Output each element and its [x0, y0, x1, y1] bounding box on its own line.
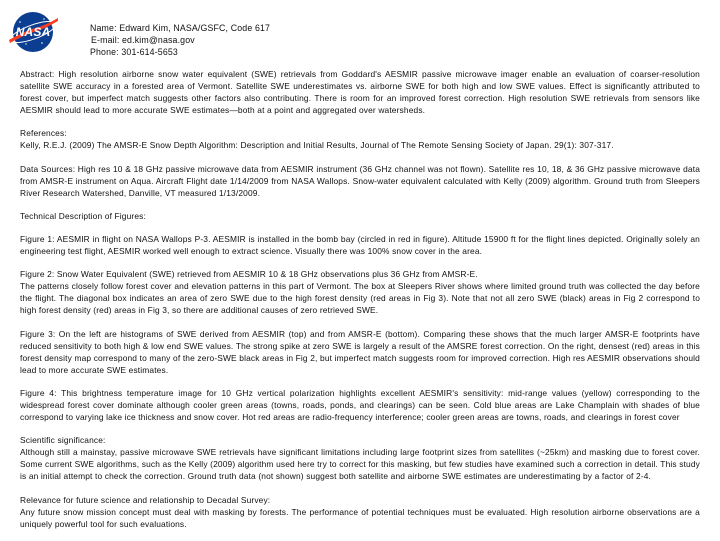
technical-description-heading: Technical Description of Figures:	[20, 210, 146, 221]
nasa-logo	[6, 10, 60, 54]
abstract-paragraph: Abstract: High resolution airborne snow water equivalent (SWE) retrievals from Goddard's AESMIR passive microwave imager enable an evaluation of coarser-resolution satellite SWE accuracy in a forested area of Vermont. Satellite SWE underestimates vs. airborne SWE for both high and low SWE values. Effect is significantly attributed to forest cover, but imperfect match suggests other factors also contributing. There is room for an improved forest correction. High resolution SWE retrievals from sensors like AESMIR should lead to more accurate SWE estimates—both at a point and aggregated over watersheds.	[20, 69, 700, 116]
document-body	[20, 68, 700, 541]
figure-2-caption: Figure 2: Snow Water Equivalent (SWE) retrieved from AESMIR 10 & 18 GHz observations plus 36 GHz from AMSR-E.	[20, 269, 478, 280]
figure-1-paragraph: Figure 1: AESMIR in flight on NASA Wallops P-3. AESMIR is installed in the bomb bay (circled in red in figure). Altitude 15900 ft for the flight lines depicted. Originally solely an engineering test flight, AESMIR worked well enough to extract science. Visually there was 100% snow cover in the area.	[20, 233, 700, 257]
figure-4-paragraph: Figure 4: This brightness temperature image for 10 GHz vertical polarization highlights excellent AESMIR's sensitivity: mid-range values (yellow) corresponding to the widespread forest cover dominate although cooler green areas (towns, roads, ponds, and clearings) can be seen. Cold blue areas are Lake Champlain with shades of blue correspond to varying lake ice thickness and snow cover. Hot red areas are radio-frequency interference; cooler green areas are towns, roads, and clearings in forest cover	[20, 387, 700, 423]
contact-phone: Phone: 301-614-5653	[90, 47, 178, 57]
references-paragraph: Kelly, R.E.J. (2009) The AMSR-E Snow Depth Algorithm: Description and Initial Results, Journal of The Remote Sensing Society of Japan. 29(1): 307-317.	[20, 140, 614, 151]
references-heading: References:	[20, 128, 67, 139]
relevance-heading: Relevance for future science and relationship to Decadal Survey:	[20, 494, 271, 505]
contact-name: Name: Edward Kim, NASA/GSFC, Code 617	[90, 23, 271, 33]
figure-2-paragraph: The patterns closely follow forest cover and elevation patterns in this part of Vermont. The box at Sleepers River shows where limited ground truth was collected the day before the flight. The diagonal box indicates an area of zero SWE due to the high forest density (red areas in Fig 3). Note that not all zero SWE (black) areas in Fig 2 correspond to high forest density (red) areas in Fig 3, so there are additional causes of zero retrieved SWE.	[20, 281, 700, 316]
data-sources-paragraph: Data Sources: High res 10 & 18 GHz passive microwave data from AESMIR instrument (36 GHz channel was not flown). Satellite res 10, 18, & 36 GHz passive microwave data from AMSR-E instrument on Aqua. Aircraft Flight date 1/14/2009 from NASA Wallops. Snow-water equivalent calculated with Kelly (2009) algorithm. Ground truth from Sleepers River Research Watershed, Danville, VT measured 1/13/2009.	[20, 163, 700, 198]
significance-heading: Scientific significance:	[20, 435, 106, 446]
contact-block	[90, 22, 270, 58]
figure-3-paragraph: Figure 3: On the left are histograms of SWE derived from AESMIR (top) and from AMSR-E (bottom). Comparing these shows that the much larger AMSR-E footprints have reduced sensitivity to both high & low end SWE values. The strong spike at zero SWE is largely a result of the AMSRE forest correction. On the right, densest (red) areas in this forest density map correspond to many of the zero-SWE black areas in Fig 2, but imperfect match suggests room for improved correction. High res AESMIR observations should lead to more accurate SWE estimates.	[20, 328, 700, 375]
logo-text: NASA	[15, 25, 51, 39]
nasa-meatball-icon	[6, 10, 60, 54]
relevance-paragraph: Any future snow mission concept must deal with masking by forests. The performance of potential techniques must be evaluated. High resolution airborne observations are a uniquely powerful tool for such evaluations.	[20, 506, 700, 529]
contact-email: E-mail: ed.kim@nasa.gov	[91, 35, 195, 45]
significance-paragraph: Although still a mainstay, passive microwave SWE retrievals have significant limitations including large footprint sizes from satellites (~25km) and masking due to forest cover. Some current SWE algorithms, such as the Kelly (2009) algorithm used here try to correct for this masking, but few studies have examined such a correction in detail. This study is an initial attempt to check the correction. Ground truth data (not shown) suggest both satellite and airborne SWE estimates are underestimating by a factor of 2-4.	[20, 447, 700, 482]
